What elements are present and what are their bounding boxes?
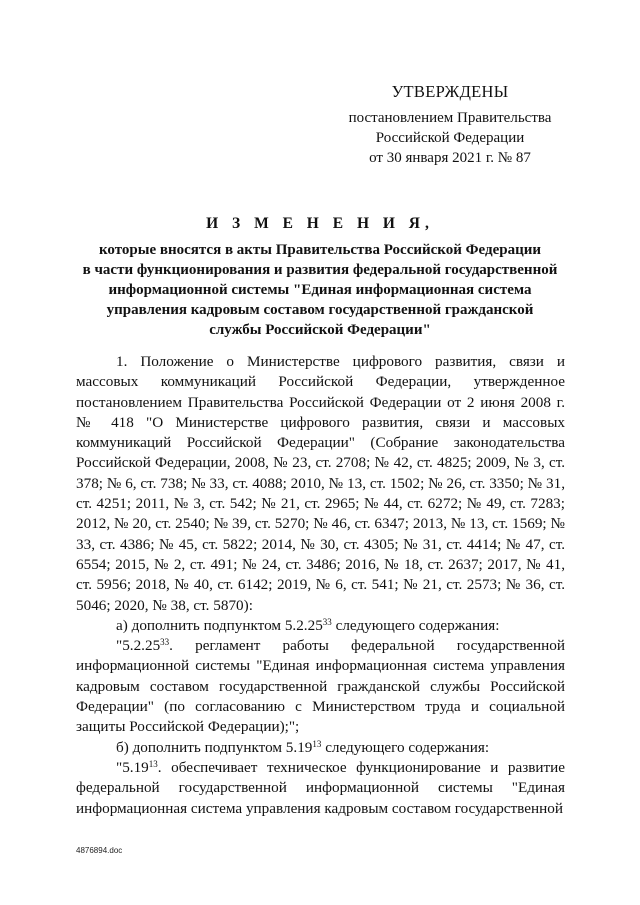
p3-text-end: . регламент работы федеральной государственной информационной системы "Единая информационная система управления кадровым составом государственной гражданской службы Российской Федерации" (по согласованию с Министерством труда и социальной защиты Российской Федерации);"; — [76, 637, 565, 736]
p2-text-start: а) дополнить подпунктом 5.2.25 — [116, 616, 323, 634]
title-line-1: которые вносятся в акты Правительства Российской Федерации — [98, 242, 542, 258]
title-heading: И З М Е Н Е Н И Я, — [206, 215, 434, 232]
p3-text-start: "5.2.25 — [116, 637, 161, 655]
paragraph-3 — [76, 636, 565, 737]
approval-date-number: от 30 января 2021 г. № 87 — [369, 150, 531, 166]
paragraph-5 — [76, 758, 565, 819]
approval-line-1: постановлением Правительства — [348, 110, 552, 126]
title-line-4: управления кадровым составом государственной гражданской — [106, 302, 534, 318]
paragraph-1: 1. Положение о Министерстве цифрового развития, связи и массовых коммуникаций Российской Федерации, утвержденное постановлением Правительства Российской Федерации от 2 июня 2008 г. № 418 "О Министерстве цифрового развития, связи и массовых коммуникаций Российской Федерации" (Собрание законодательства Российской Федерации, 2008, № 23, ст. 2708; № 42, ст. 4825; 2009, № 3, ст. 378; № 6, ст. 738; № 33, ст. 4088; 2010, № 13, ст. 1502; № 26, ст. 3350; № 31, ст. 4251; 2011, № 3, ст. 542; № 21, ст. 2965; № 44, ст. 6272; № 49, ст. 7283; 2012, № 20, ст. 2540; № 39, ст. 5270; № 46, ст. 6347; 2013, № 13, ст. 1569; № 33, ст. 4386; № 45, ст. 5822; 2014, № 30, ст. 4305; № 31, ст. 4414; № 47, ст. 6554; 2015, № 2, ст. 491; № 24, ст. 3486; 2016, № 18, ст. 2637; 2017, № 41, ст. 5956; 2018, № 40, ст. 6142; 2019, № 6, ст. 541; № 21, ст. 2573; № 36, ст. 5046; 2020, № 38, ст. 5870): — [76, 353, 565, 614]
approval-line-2: Российской Федерации — [375, 130, 525, 146]
approval-block — [330, 82, 570, 168]
p3-superscript: 33 — [160, 637, 170, 648]
p4-text-end: следующего содержания: — [321, 738, 490, 756]
title-line-5: службы Российской Федерации" — [209, 322, 431, 338]
document-body — [76, 352, 565, 819]
title-line-3: информационной системы "Единая информационная система — [108, 282, 532, 298]
document-file-id: 4876894.doc — [76, 846, 123, 855]
approved-label: УТВЕРЖДЕНЫ — [391, 82, 509, 101]
p4-superscript: 13 — [312, 738, 322, 749]
p5-superscript: 13 — [148, 758, 158, 769]
p5-text-end: . обеспечивает техническое функционирование и развитие федеральной государственной информационной системы "Единая информационная система управления кадровым составом государственной — [76, 758, 565, 817]
document-title — [60, 214, 580, 340]
title-line-2: в части функционирования и развития федеральной государственной — [82, 262, 558, 278]
paragraph-2 — [76, 616, 565, 636]
p4-text-start: б) дополнить подпунктом 5.19 — [116, 738, 313, 756]
p2-superscript: 33 — [322, 616, 332, 627]
p2-text-end: следующего содержания: — [331, 616, 500, 634]
paragraph-4 — [76, 738, 565, 758]
p5-text-start: "5.19 — [116, 758, 149, 776]
